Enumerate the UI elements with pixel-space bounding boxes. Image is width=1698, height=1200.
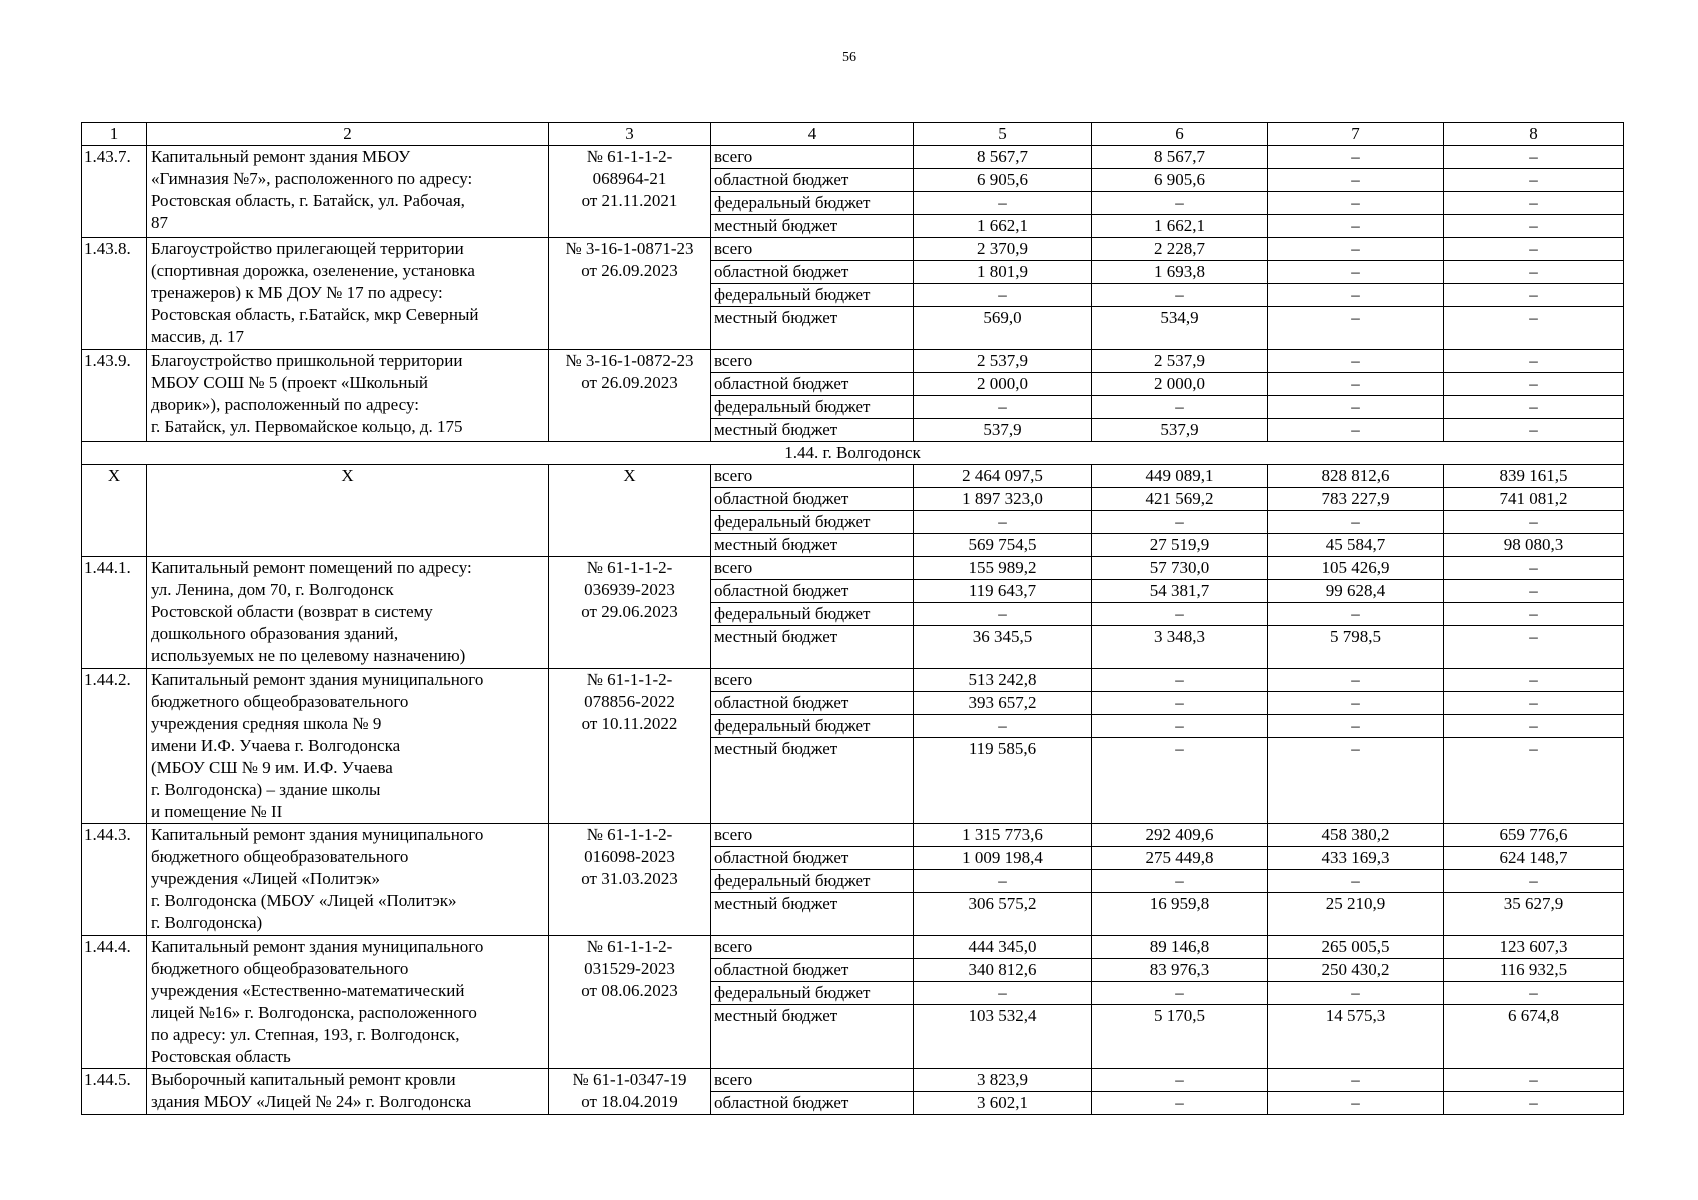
item-number: X	[82, 465, 147, 557]
funding-source: областной бюджет	[711, 488, 914, 511]
expertise-document: № 61-1-1-2- 031529-2023 от 08.06.2023	[549, 936, 711, 1069]
amount-v7: –	[1268, 870, 1444, 893]
funding-source: областной бюджет	[711, 692, 914, 715]
amount-v7: –	[1268, 169, 1444, 192]
amount-v7: –	[1268, 669, 1444, 692]
amount-v8: –	[1444, 1069, 1624, 1092]
amount-v6: 89 146,8	[1092, 936, 1268, 959]
item-number: 1.44.2.	[82, 669, 147, 824]
amount-v6: 27 519,9	[1092, 534, 1268, 557]
funding-source: всего	[711, 669, 914, 692]
amount-v8: –	[1444, 307, 1624, 350]
amount-v5: 3 602,1	[914, 1092, 1092, 1115]
funding-source: областной бюджет	[711, 169, 914, 192]
funding-source: всего	[711, 557, 914, 580]
amount-v8: 35 627,9	[1444, 893, 1624, 936]
amount-v8: –	[1444, 373, 1624, 396]
amount-v5: 8 567,7	[914, 146, 1092, 169]
amount-v7: 14 575,3	[1268, 1005, 1444, 1069]
amount-v6: –	[1092, 1092, 1268, 1115]
amount-v6: 292 409,6	[1092, 824, 1268, 847]
amount-v7: –	[1268, 238, 1444, 261]
item-name: Капитальный ремонт здания муниципального бюджетного общеобразовательного учреждения «Лицей «Политэк» г. Волгодонска (МБОУ «Лицей «Политэк» г. Волгодонска)	[147, 824, 549, 936]
amount-v8: –	[1444, 982, 1624, 1005]
item-number: 1.44.4.	[82, 936, 147, 1069]
amount-v5: 444 345,0	[914, 936, 1092, 959]
amount-v7: 45 584,7	[1268, 534, 1444, 557]
amount-v8: –	[1444, 692, 1624, 715]
amount-v5: 393 657,2	[914, 692, 1092, 715]
item-name: Капитальный ремонт помещений по адресу: ул. Ленина, дом 70, г. Волгодонск Ростовской области (возврат в систему дошкольного образования зданий, используемых не по целевому назначению)	[147, 557, 549, 669]
expertise-document: № 61-1-1-2- 068964-21 от 21.11.2021	[549, 146, 711, 238]
amount-v7: –	[1268, 1069, 1444, 1092]
column-number: 7	[1268, 123, 1444, 146]
amount-v6: 54 381,7	[1092, 580, 1268, 603]
amount-v8: –	[1444, 169, 1624, 192]
column-number: 3	[549, 123, 711, 146]
amount-v6: 2 537,9	[1092, 350, 1268, 373]
amount-v5: 36 345,5	[914, 626, 1092, 669]
item-name: X	[147, 465, 549, 557]
item-name: Благоустройство прилегающей территории (спортивная дорожка, озеленение, установка тренажеров) к МБ ДОУ № 17 по адресу: Ростовская область, г.Батайск, мкр Северный массив, д. 17	[147, 238, 549, 350]
amount-v6: –	[1092, 396, 1268, 419]
amount-v6: –	[1092, 692, 1268, 715]
amount-v8: –	[1444, 738, 1624, 824]
amount-v8: –	[1444, 715, 1624, 738]
amount-v8: –	[1444, 1092, 1624, 1115]
funding-source: всего	[711, 350, 914, 373]
funding-source: всего	[711, 465, 914, 488]
amount-v7: 783 227,9	[1268, 488, 1444, 511]
amount-v8: 98 080,3	[1444, 534, 1624, 557]
amount-v5: 1 009 198,4	[914, 847, 1092, 870]
amount-v8: –	[1444, 215, 1624, 238]
expertise-document: X	[549, 465, 711, 557]
funding-source: местный бюджет	[711, 893, 914, 936]
table-row	[82, 669, 1624, 692]
amount-v8: –	[1444, 284, 1624, 307]
budget-table	[81, 122, 1624, 1115]
amount-v8: –	[1444, 603, 1624, 626]
amount-v6: 275 449,8	[1092, 847, 1268, 870]
amount-v6: 57 730,0	[1092, 557, 1268, 580]
funding-source: всего	[711, 1069, 914, 1092]
amount-v5: 2 464 097,5	[914, 465, 1092, 488]
amount-v6: –	[1092, 982, 1268, 1005]
amount-v6: 2 000,0	[1092, 373, 1268, 396]
amount-v8: –	[1444, 419, 1624, 442]
item-name: Капитальный ремонт здания муниципального бюджетного общеобразовательного учреждения «Естественно-математический лицей №16» г. Волгодонска, расположенного по адресу: ул. Степная, 193, г. Волгодонск, Ростовская область	[147, 936, 549, 1069]
funding-source: местный бюджет	[711, 419, 914, 442]
amount-v5: –	[914, 870, 1092, 893]
amount-v6: –	[1092, 603, 1268, 626]
amount-v5: 2 000,0	[914, 373, 1092, 396]
amount-v5: –	[914, 715, 1092, 738]
amount-v7: 828 812,6	[1268, 465, 1444, 488]
amount-v8: 116 932,5	[1444, 959, 1624, 982]
amount-v7: –	[1268, 511, 1444, 534]
amount-v5: 1 897 323,0	[914, 488, 1092, 511]
expertise-document: № 3-16-1-0871-23 от 26.09.2023	[549, 238, 711, 350]
funding-source: федеральный бюджет	[711, 870, 914, 893]
amount-v5: 103 532,4	[914, 1005, 1092, 1069]
amount-v7: –	[1268, 738, 1444, 824]
funding-source: местный бюджет	[711, 626, 914, 669]
expertise-document: № 3-16-1-0872-23 от 26.09.2023	[549, 350, 711, 442]
amount-v6: 6 905,6	[1092, 169, 1268, 192]
amount-v7: 458 380,2	[1268, 824, 1444, 847]
funding-source: федеральный бюджет	[711, 511, 914, 534]
amount-v7: –	[1268, 373, 1444, 396]
column-number: 4	[711, 123, 914, 146]
amount-v5: 119 585,6	[914, 738, 1092, 824]
amount-v7: 105 426,9	[1268, 557, 1444, 580]
table-row	[82, 238, 1624, 261]
section-title: 1.44. г. Волгодонск	[82, 442, 1624, 465]
amount-v5: 569,0	[914, 307, 1092, 350]
amount-v6: 1 693,8	[1092, 261, 1268, 284]
funding-source: всего	[711, 824, 914, 847]
section-row	[82, 442, 1624, 465]
amount-v7: 5 798,5	[1268, 626, 1444, 669]
amount-v6: 2 228,7	[1092, 238, 1268, 261]
amount-v6: 534,9	[1092, 307, 1268, 350]
funding-source: областной бюджет	[711, 580, 914, 603]
amount-v7: –	[1268, 715, 1444, 738]
column-number: 5	[914, 123, 1092, 146]
amount-v8: 123 607,3	[1444, 936, 1624, 959]
amount-v7: –	[1268, 396, 1444, 419]
amount-v6: –	[1092, 284, 1268, 307]
amount-v5: –	[914, 511, 1092, 534]
amount-v8: 659 776,6	[1444, 824, 1624, 847]
amount-v5: 1 801,9	[914, 261, 1092, 284]
amount-v5: 6 905,6	[914, 169, 1092, 192]
amount-v5: 513 242,8	[914, 669, 1092, 692]
amount-v8: –	[1444, 557, 1624, 580]
funding-source: местный бюджет	[711, 215, 914, 238]
amount-v7: –	[1268, 284, 1444, 307]
amount-v8: –	[1444, 192, 1624, 215]
amount-v6: 421 569,2	[1092, 488, 1268, 511]
item-name: Капитальный ремонт здания МБОУ «Гимназия №7», расположенного по адресу: Ростовская область, г. Батайск, ул. Рабочая, 87	[147, 146, 549, 238]
amount-v5: 3 823,9	[914, 1069, 1092, 1092]
table-body	[82, 123, 1624, 1115]
funding-source: всего	[711, 936, 914, 959]
amount-v6: –	[1092, 738, 1268, 824]
amount-v8: –	[1444, 580, 1624, 603]
amount-v7: –	[1268, 982, 1444, 1005]
amount-v6: 8 567,7	[1092, 146, 1268, 169]
amount-v6: 5 170,5	[1092, 1005, 1268, 1069]
amount-v5: –	[914, 396, 1092, 419]
table-row	[82, 146, 1624, 169]
amount-v7: 433 169,3	[1268, 847, 1444, 870]
amount-v7: –	[1268, 215, 1444, 238]
funding-source: федеральный бюджет	[711, 396, 914, 419]
amount-v6: 537,9	[1092, 419, 1268, 442]
column-number: 2	[147, 123, 549, 146]
table-row	[82, 465, 1624, 488]
amount-v5: –	[914, 192, 1092, 215]
item-name: Благоустройство пришкольной территории МБОУ СОШ № 5 (проект «Школьный дворик»), расположенный по адресу: г. Батайск, ул. Первомайское кольцо, д. 175	[147, 350, 549, 442]
amount-v7: 265 005,5	[1268, 936, 1444, 959]
amount-v6: –	[1092, 870, 1268, 893]
funding-source: всего	[711, 146, 914, 169]
amount-v8: 741 081,2	[1444, 488, 1624, 511]
page-number: 56	[842, 50, 856, 65]
amount-v8: –	[1444, 238, 1624, 261]
amount-v7: –	[1268, 603, 1444, 626]
funding-source: местный бюджет	[711, 534, 914, 557]
item-number: 1.43.8.	[82, 238, 147, 350]
item-number: 1.43.7.	[82, 146, 147, 238]
amount-v6: –	[1092, 669, 1268, 692]
table-row	[82, 557, 1624, 580]
funding-source: федеральный бюджет	[711, 284, 914, 307]
amount-v5: 155 989,2	[914, 557, 1092, 580]
expertise-document: № 61-1-1-2- 016098-2023 от 31.03.2023	[549, 824, 711, 936]
table-row	[82, 1069, 1624, 1092]
amount-v5: 2 537,9	[914, 350, 1092, 373]
item-number: 1.44.5.	[82, 1069, 147, 1115]
amount-v5: 1 662,1	[914, 215, 1092, 238]
amount-v6: 449 089,1	[1092, 465, 1268, 488]
amount-v6: 1 662,1	[1092, 215, 1268, 238]
amount-v6: –	[1092, 1069, 1268, 1092]
amount-v5: 340 812,6	[914, 959, 1092, 982]
amount-v5: 119 643,7	[914, 580, 1092, 603]
funding-source: федеральный бюджет	[711, 603, 914, 626]
amount-v8: –	[1444, 261, 1624, 284]
funding-source: областной бюджет	[711, 847, 914, 870]
amount-v5: 2 370,9	[914, 238, 1092, 261]
amount-v8: 839 161,5	[1444, 465, 1624, 488]
amount-v7: 25 210,9	[1268, 893, 1444, 936]
table-row	[82, 350, 1624, 373]
amount-v5: –	[914, 284, 1092, 307]
amount-v6: 16 959,8	[1092, 893, 1268, 936]
funding-source: областной бюджет	[711, 959, 914, 982]
funding-source: областной бюджет	[711, 1092, 914, 1115]
column-number: 1	[82, 123, 147, 146]
amount-v8: –	[1444, 626, 1624, 669]
amount-v7: –	[1268, 692, 1444, 715]
amount-v8: –	[1444, 396, 1624, 419]
expertise-document: № 61-1-1-2- 036939-2023 от 29.06.2023	[549, 557, 711, 669]
amount-v5: –	[914, 982, 1092, 1005]
funding-source: местный бюджет	[711, 307, 914, 350]
funding-source: федеральный бюджет	[711, 982, 914, 1005]
amount-v6: 83 976,3	[1092, 959, 1268, 982]
funding-source: федеральный бюджет	[711, 715, 914, 738]
column-number: 6	[1092, 123, 1268, 146]
amount-v7: –	[1268, 419, 1444, 442]
amount-v7: 99 628,4	[1268, 580, 1444, 603]
table-row	[82, 936, 1624, 959]
amount-v8: –	[1444, 669, 1624, 692]
column-number-row	[82, 123, 1624, 146]
funding-source: федеральный бюджет	[711, 192, 914, 215]
amount-v8: –	[1444, 350, 1624, 373]
amount-v8: –	[1444, 511, 1624, 534]
amount-v8: –	[1444, 146, 1624, 169]
item-number: 1.44.3.	[82, 824, 147, 936]
funding-source: всего	[711, 238, 914, 261]
amount-v8: 6 674,8	[1444, 1005, 1624, 1069]
expertise-document: № 61-1-0347-19 от 18.04.2019	[549, 1069, 711, 1115]
funding-source: местный бюджет	[711, 738, 914, 824]
funding-source: областной бюджет	[711, 261, 914, 284]
amount-v6: –	[1092, 511, 1268, 534]
amount-v7: –	[1268, 1092, 1444, 1115]
amount-v7: 250 430,2	[1268, 959, 1444, 982]
amount-v5: 537,9	[914, 419, 1092, 442]
amount-v7: –	[1268, 192, 1444, 215]
funding-source: местный бюджет	[711, 1005, 914, 1069]
item-name: Капитальный ремонт здания муниципального бюджетного общеобразовательного учреждения средняя школа № 9 имени И.Ф. Учаева г. Волгодонска (МБОУ СШ № 9 им. И.Ф. Учаева г. Волгодонска) – здание школы и помещение № II	[147, 669, 549, 824]
item-number: 1.43.9.	[82, 350, 147, 442]
amount-v6: 3 348,3	[1092, 626, 1268, 669]
item-name: Выборочный капитальный ремонт кровли здания МБОУ «Лицей № 24» г. Волгодонска	[147, 1069, 549, 1115]
amount-v6: –	[1092, 715, 1268, 738]
amount-v5: –	[914, 603, 1092, 626]
amount-v5: 306 575,2	[914, 893, 1092, 936]
amount-v6: –	[1092, 192, 1268, 215]
amount-v8: 624 148,7	[1444, 847, 1624, 870]
amount-v5: 569 754,5	[914, 534, 1092, 557]
table-row	[82, 824, 1624, 847]
item-number: 1.44.1.	[82, 557, 147, 669]
column-number: 8	[1444, 123, 1624, 146]
amount-v7: –	[1268, 146, 1444, 169]
amount-v5: 1 315 773,6	[914, 824, 1092, 847]
amount-v7: –	[1268, 307, 1444, 350]
funding-source: областной бюджет	[711, 373, 914, 396]
amount-v7: –	[1268, 350, 1444, 373]
expertise-document: № 61-1-1-2- 078856-2022 от 10.11.2022	[549, 669, 711, 824]
amount-v8: –	[1444, 870, 1624, 893]
amount-v7: –	[1268, 261, 1444, 284]
